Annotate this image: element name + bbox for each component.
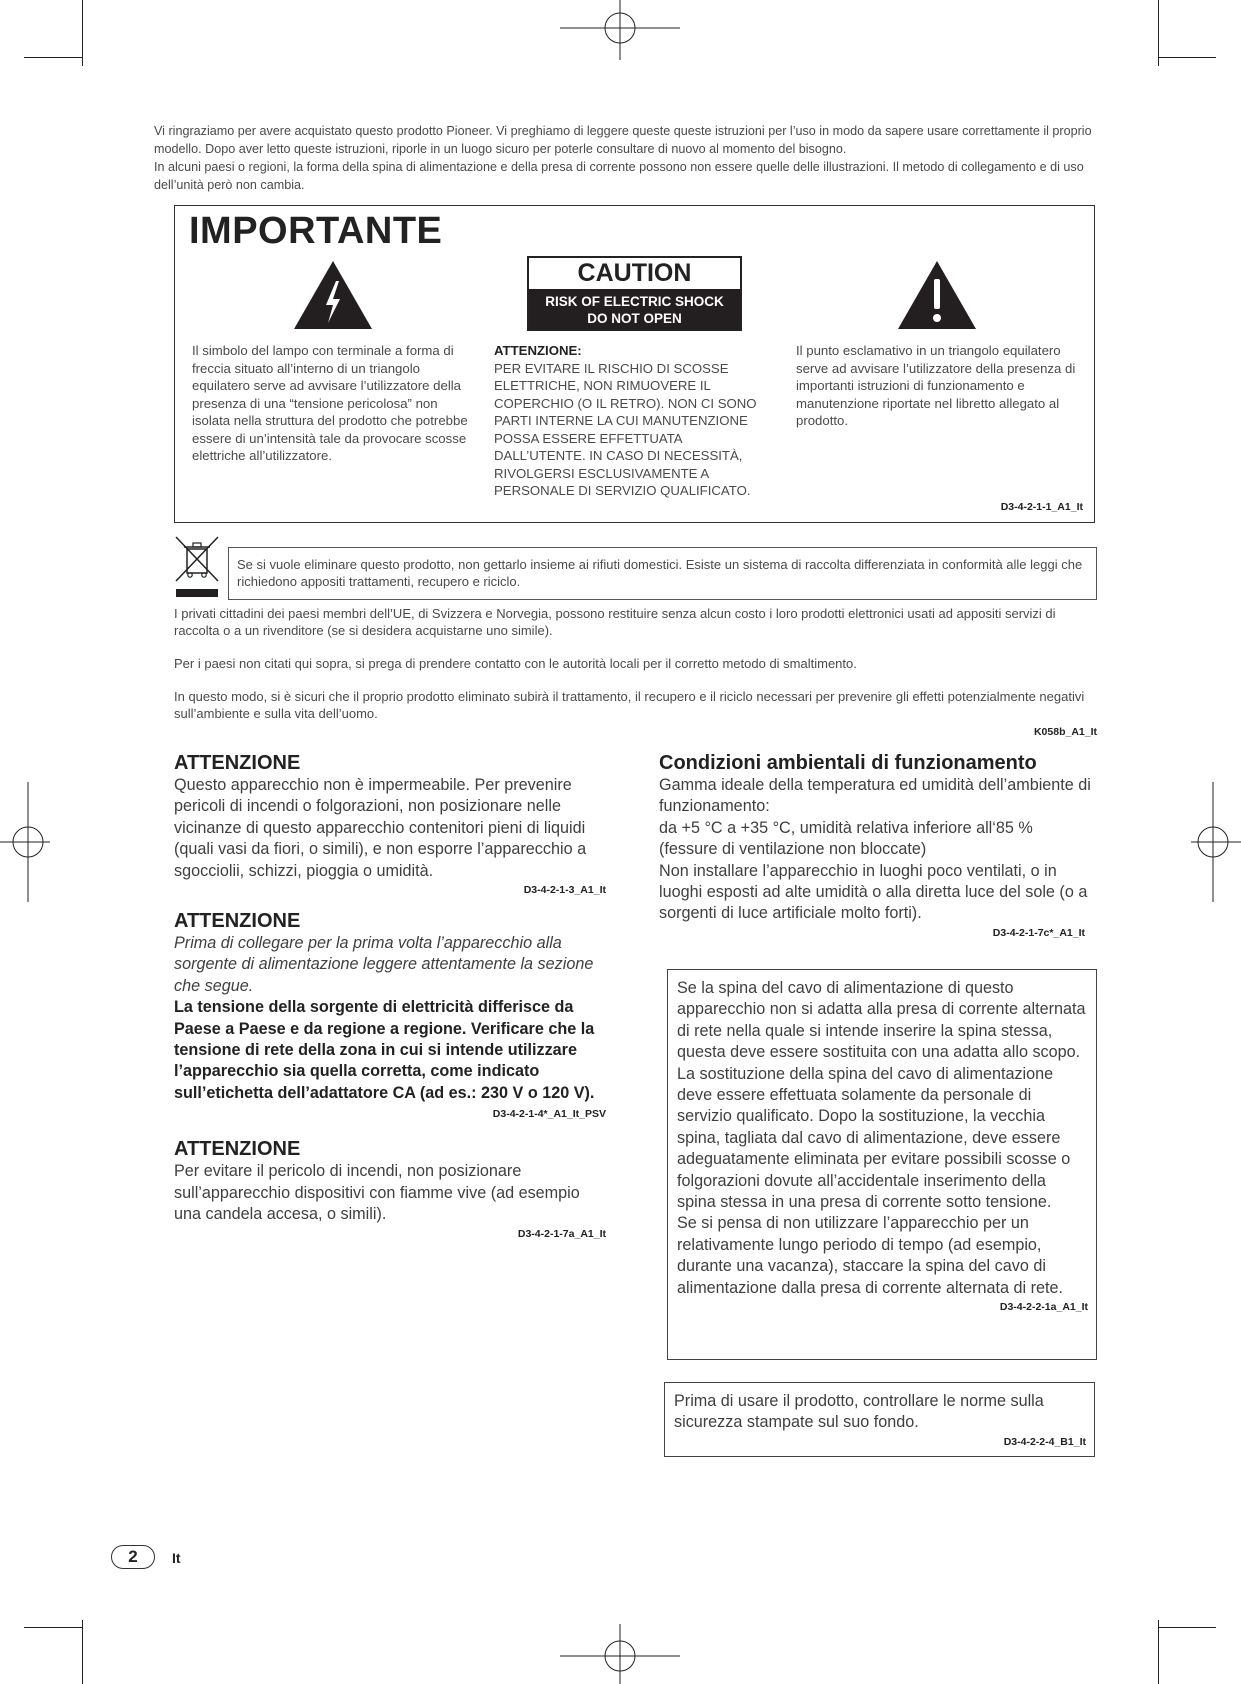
attenzione-code-3: D3-4-2-1-7a_A1_It bbox=[517, 1227, 606, 1240]
unplug-advice-text: Se si pensa di non utilizzare l’apparecchio per un relativamente lungo periodo di tempo (ad esempio, durante una vacanza), staccare la spina del cavo di alimentazione dalla presa di corrente alternata di rete. bbox=[677, 1214, 1064, 1297]
intro-text bbox=[154, 122, 1119, 194]
attenzione-code-2: D3-4-2-1-4*_A1_It_PSV bbox=[492, 1108, 606, 1121]
plug-replacement-code: D3-4-2-2-1a_A1_It bbox=[999, 1301, 1088, 1314]
attenzione-heading-3: ATTENZIONE bbox=[174, 1138, 301, 1161]
registration-mark-bottom-icon bbox=[560, 1624, 680, 1684]
attenzione-text-3: Per evitare il pericolo di incendi, non posizionare sull’apparecchio dispositivi con fiamme vive (ad esempio una candela accesa, o simili). bbox=[174, 1162, 580, 1224]
caution-title: CAUTION bbox=[577, 259, 692, 287]
caution-description bbox=[494, 342, 770, 500]
caution-line-2: DO NOT OPEN bbox=[587, 311, 682, 326]
attenzione-code-1: D3-4-2-1-3_A1_It bbox=[523, 884, 606, 897]
caution-subtitle bbox=[529, 289, 740, 329]
page-number: 2 bbox=[111, 1545, 155, 1569]
attenzione-text-1: Questo apparecchio non è impermeabile. Per prevenire pericoli di incendi o folgorazioni, non posizionare nelle vicinanze di questo apparecchio contenitori pieni di liquidi (quali vasi da fiori, o simili), e non esporre l’apparecchio a sgocciolii, schizzi, pioggia o umidità. bbox=[174, 776, 587, 880]
lightning-warning-icon bbox=[292, 259, 374, 331]
importante-code: D3-4-2-1-1_A1_It bbox=[1000, 501, 1083, 513]
left-column bbox=[174, 752, 606, 1240]
weee-notice-box: Se si vuole eliminare questo prodotto, non gettarlo insieme ai rifiuti domestici. Esiste un sistema di raccolta differenziata in conformità alle leggi che richiedono appositi trattamenti, recupero e riciclo. bbox=[228, 547, 1097, 600]
right-column bbox=[659, 752, 1091, 939]
crossed-bin-icon bbox=[174, 535, 220, 599]
caution-label bbox=[527, 256, 742, 331]
ambient-conditions-line-1: Gamma ideale della temperatura ed umidità dell’ambiente di funzionamento: bbox=[659, 776, 1091, 816]
safety-label-text: Prima di usare il prodotto, controllare le norme sulla sicurezza stampate sul suo fondo. bbox=[674, 1392, 1044, 1432]
attenzione-italic-2: Prima di collegare per la prima volta l’apparecchio alla sorgente di alimentazione leggere attentamente la sezione che segue. bbox=[174, 934, 594, 995]
attenzione-heading-1: ATTENZIONE bbox=[174, 752, 301, 774]
weee-paragraph-1: I privati cittadini dei paesi membri dell’UE, di Svizzera e Norvegia, possono restituire senza alcun costo i loro prodotti elettronici usati ad appositi servizi di raccolta o a un rivenditore (se si desidera acquistarne uno simile). bbox=[174, 606, 1056, 638]
caution-description-heading: ATTENZIONE: bbox=[494, 343, 582, 358]
language-code: It bbox=[172, 1550, 181, 1566]
registration-mark-right-icon bbox=[1191, 782, 1241, 902]
attenzione-heading-2: ATTENZIONE bbox=[174, 910, 301, 933]
intro-paragraph-2: In alcuni paesi o regioni, la forma della spina di alimentazione e della presa di corrente possono non essere quelle delle illustrazioni. Il metodo di collegamento e di uso dell’unità però non cambia. bbox=[154, 160, 1084, 192]
caution-description-text: PER EVITARE IL RISCHIO DI SCOSSE ELETTRICHE, NON RIMUOVERE IL COPERCHIO (O IL RETRO). NON CI SONO PARTI INTERNE LA CUI MANUTENZIONE POSSA ESSERE EFFETTUATA DALL’UTENTE. IN CASO DI NECESSITÀ, RIVOLGERSI ESCLUSIVAMENTE A PERSONALE DI SERVIZIO QUALIFICATO. bbox=[494, 360, 757, 498]
registration-mark-top-icon bbox=[560, 0, 680, 60]
ambient-conditions-line-2: da +5 °C a +35 °C, umidità relativa inferiore all‘85 % (fessure di ventilazione non bloccate) bbox=[659, 818, 1033, 859]
safety-label-box bbox=[664, 1382, 1095, 1457]
attenzione-bold-2: La tensione della sorgente di elettricità differisce da Paese a Paese e da regione a regione. Verificare che la tensione di rete della zona in cui si intende utilizzare l’apparecchio sia quella corretta, come indicato sull’etichetta dell’adattatore CA (ad es.: 230 V o 120 V). bbox=[174, 998, 595, 1102]
lightning-description: Il simbolo del lampo con terminale a forma di freccia situato all’interno di un triangolo equilatero serve ad avvisare l’utilizzatore della presenza di una “tensione pericolosa” non isolata nella struttura del prodotto che potrebbe essere di un’intensità tale da provocare scosse elettriche all’utilizzatore. bbox=[192, 343, 468, 463]
exclamation-description: Il punto esclamativo in un triangolo equilatero serve ad avvisare l’utilizzatore della presenza di importanti istruzioni di funzionamento e manutenzione riportate nel libretto allegato al prodotto. bbox=[796, 343, 1076, 428]
intro-paragraph-1: Vi ringraziamo per avere acquistato questo prodotto Pioneer. Vi preghiamo di leggere queste queste istruzioni per l’uso in modo da sapere usare correttamente il proprio modello. Dopo aver letto queste istruzioni, riporle in un luogo sicuro per poterle consultare di nuovo al momento del bisogno. bbox=[154, 124, 1092, 156]
weee-paragraph-2: Per i paesi non citati qui sopra, si prega di prendere contatto con le autorità locali per il corretto metodo di smaltimento. bbox=[174, 656, 857, 671]
plug-replacement-box bbox=[667, 969, 1097, 1360]
weee-paragraph-3: In questo modo, si è sicuri che il proprio prodotto eliminato subirà il trattamento, il recupero e il riciclo necessari per prevenire gli effetti potenzialmente negativi sull’ambiente e sulla vita dell’uomo. bbox=[174, 689, 1085, 721]
ambient-conditions-line-3: Non installare l’apparecchio in luoghi poco ventilati, o in luoghi esposti ad alte umidità o alla diretta luce del sole (o a sorgenti di luce artificiale molto forti). bbox=[659, 861, 1088, 923]
caution-line-1: RISK OF ELECTRIC SHOCK bbox=[545, 294, 724, 309]
safety-label-code: D3-4-2-2-4_B1_It bbox=[1003, 1435, 1086, 1448]
ambient-conditions-heading: Condizioni ambientali di funzionamento bbox=[659, 752, 1037, 774]
ambient-conditions-code: D3-4-2-1-7c*_A1_It bbox=[992, 926, 1085, 939]
exclamation-warning-icon bbox=[896, 259, 978, 331]
importante-title: IMPORTANTE bbox=[189, 210, 443, 252]
registration-mark-left-icon bbox=[0, 782, 50, 902]
weee-code: K058b_A1_It bbox=[1033, 726, 1097, 738]
plug-replacement-text: Se la spina del cavo di alimentazione di questo apparecchio non si adatta alla presa di corrente alternata di rete nella quale si intende inserire la spina stessa, questa deve essere sostituita con una adatta allo scopo. La sostituzione della spina del cavo di alimentazione deve essere effettuata solamente da personale di servizio qualificato. Dopo la sostituzione, la vecchia spina, tagliata dal cavo di alimentazione, deve essere adeguatamente eliminata per evitare possibili scosse o folgorazioni dovute all’accidentale inserimento della spina stessa in una presa di corrente sotto tensione. bbox=[677, 979, 1086, 1212]
